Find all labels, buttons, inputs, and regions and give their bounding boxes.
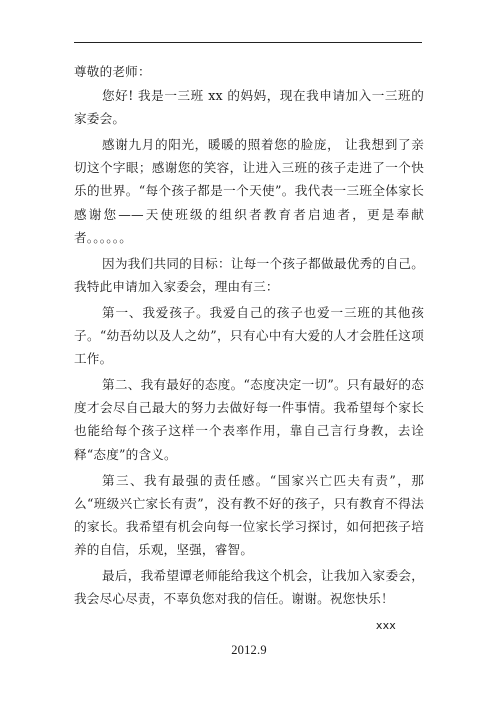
header-rule xyxy=(74,42,422,43)
letter-body xyxy=(74,60,424,661)
paragraph-reason-two: 第二、我有最好的态度。“态度决定一切”。只有最好的态度才会尽自己最大的努力去做好每一件事情。我希望每个家长也能给每个孩子这样一个表率作用，靠自己言行身教，去诠释“态度”的含义。 xyxy=(74,377,424,462)
paragraph-reason-one: 第一、我爱孩子。我爱自己的孩子也爱一三班的其他孩子。“幼吾幼以及人之幼”，只有心中有大爱的人才会胜任这项工作。 xyxy=(74,304,424,367)
date: 2012.9 xyxy=(231,643,267,658)
paragraph-reason-three: 第三、我有最强的责任感。“国家兴亡匹夫有责”，那么“班级兴亡家长有责”，没有教不好的孩子，只有教育不得法的家长。我希望有机会向每一位家长学习探讨，如何把孩子培养的自信，乐观，坚强，睿智。 xyxy=(74,472,424,557)
paragraph-greeting: 您好! 我是一三班 xx 的妈妈，现在我申请加入一三班的家委会。 xyxy=(74,88,424,127)
signature: xxx xyxy=(375,619,396,633)
paragraph-goal: 因为我们共同的目标：让每一个孩子都做最优秀的自己。我特此申请加入家委会，理由有三： xyxy=(74,255,424,294)
salutation: 尊敬的老师： xyxy=(74,64,151,79)
paragraph-gratitude: 感谢九月的阳光，暖暖的照着您的脸庞， 让我想到了亲切这个字眼；感谢您的笑容，让进入三班的孩子走进了一个快乐的世界。“每个孩子都是一个天使”。我代表一三班全体家长感谢您——天使班级的组织者教育者启迪者，更是奉献者。。。。。。 xyxy=(74,137,424,245)
paragraph-closing: 最后，我希望谭老师能给我这个机会，让我加入家委会，我会尽心尽责，不辜负您对我的信任。谢谢。祝您快乐！ xyxy=(74,567,424,607)
